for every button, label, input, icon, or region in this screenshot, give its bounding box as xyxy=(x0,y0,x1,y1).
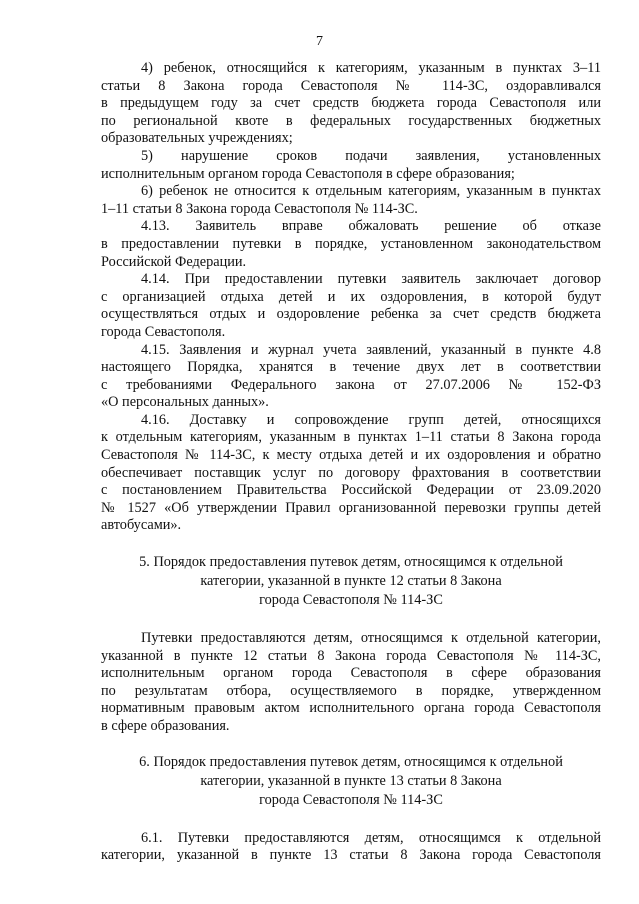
text-line: исполнительным органом города Севастополя в сфере образования; xyxy=(101,165,515,182)
clause-4-14-paragraph xyxy=(101,271,601,341)
text-line: настоящего Порядка, хранятся в течение двух лет в соответствии xyxy=(101,359,601,376)
text-line: к отдельным категориям, указанным в пунктах 1–11 статьи 8 Закона города xyxy=(101,429,601,446)
text-line: нормативным правовым актом исполнительного органа города Севастополя xyxy=(101,700,601,717)
text-line: с организацией отдыха детей и их оздоровления, в которой будут xyxy=(101,288,601,305)
heading-line: 6. Порядок предоставления путевок детям, относящимся к отдельной xyxy=(139,753,563,770)
text-line: с постановлением Правительства Российской Федерации от 23.09.2020 xyxy=(101,482,601,499)
section-5-paragraph xyxy=(101,630,601,736)
text-line: города Севастополя. xyxy=(101,323,226,340)
heading-line: города Севастополя № 114-ЗС xyxy=(259,791,443,808)
heading-line: категории, указанной в пункте 12 статьи 8 Закона xyxy=(200,573,502,590)
text-line: 4.15. Заявления и журнал учета заявлений, указанный в пункте 4.8 xyxy=(141,341,601,358)
text-line: категории, указанной в пункте 13 статьи 8 Закона города Севастополя xyxy=(101,847,601,864)
item-6-paragraph xyxy=(101,183,601,218)
text-line: по результатам отбора, осуществляемого в порядке, утвержденном xyxy=(101,682,601,699)
text-line: Севастополя № 114-ЗС, к месту отдыха детей и их оздоровления и обратно xyxy=(101,447,601,464)
document-body xyxy=(101,60,601,865)
text-line: 6) ребенок не относится к отдельным категориям, указанным в пунктах xyxy=(141,183,601,200)
heading-line: 5. Порядок предоставления путевок детям, относящимся к отдельной xyxy=(139,554,563,571)
heading-line: категории, указанной в пункте 13 статьи 8 Закона xyxy=(200,772,502,789)
text-line: в предыдущем году за счет средств бюджета города Севастополя или xyxy=(101,95,601,112)
heading-line: города Севастополя № 114-ЗС xyxy=(259,592,443,609)
text-line: автобусами». xyxy=(101,517,182,534)
text-line: 4) ребенок, относящийся к категориям, указанным в пунктах 3–11 xyxy=(141,60,601,76)
text-line: исполнительным органом города Севастополя в сфере образования xyxy=(101,665,601,682)
text-line: образовательных учреждениях; xyxy=(101,130,293,147)
section-6-heading xyxy=(101,753,601,810)
text-line: № 1527 «Об утверждении Правил организованной перевозки группы детей xyxy=(101,499,601,516)
text-line: 4.16. Доставку и сопровождение групп детей, относящихся xyxy=(141,411,601,428)
text-line: Путевки предоставляются детям, относящимся к отдельной категории, xyxy=(141,630,601,647)
text-line: обеспечивает поставщик услуг по договору фрахтования в соответствии xyxy=(101,464,601,481)
text-line: 4.14. При предоставлении путевки заявитель заключает договор xyxy=(141,271,601,288)
clause-6-1-paragraph xyxy=(101,830,601,865)
page-number: 7 xyxy=(316,34,323,49)
text-line: Российской Федерации. xyxy=(101,253,247,270)
clause-4-16-paragraph xyxy=(101,412,601,535)
section-5-heading xyxy=(101,553,601,610)
text-line: 1–11 статьи 8 Закона города Севастополя № 114-ЗС. xyxy=(101,200,418,217)
clause-4-15-paragraph xyxy=(101,342,601,412)
text-line: «О персональных данных». xyxy=(101,394,269,411)
clause-4-13-paragraph xyxy=(101,218,601,271)
text-line: в предоставлении путевки в порядке, установленном законодательством xyxy=(101,235,601,252)
text-line: статьи 8 Закона города Севастополя № 114-ЗС, оздоравливался xyxy=(101,77,601,94)
text-line: осуществляться отдых и оздоровление ребенка за счет средств бюджета xyxy=(101,306,601,323)
text-line: с требованиями Федерального закона от 27.07.2006 № 152-ФЗ xyxy=(101,376,601,393)
text-line: указанной в пункте 12 статьи 8 Закона города Севастополя № 114-ЗС, xyxy=(101,647,601,664)
text-line: в сфере образования. xyxy=(101,718,230,734)
text-line: 6.1. Путевки предоставляются детям, относящимся к отдельной xyxy=(141,829,601,846)
text-line: по региональной квоте в федеральных государственных бюджетных xyxy=(101,112,601,129)
text-line: 5) нарушение сроков подачи заявления, установленных xyxy=(141,147,601,164)
item-4-paragraph xyxy=(101,60,601,148)
text-line: 4.13. Заявитель вправе обжаловать решение об отказе xyxy=(141,218,601,235)
item-5-paragraph xyxy=(101,148,601,183)
